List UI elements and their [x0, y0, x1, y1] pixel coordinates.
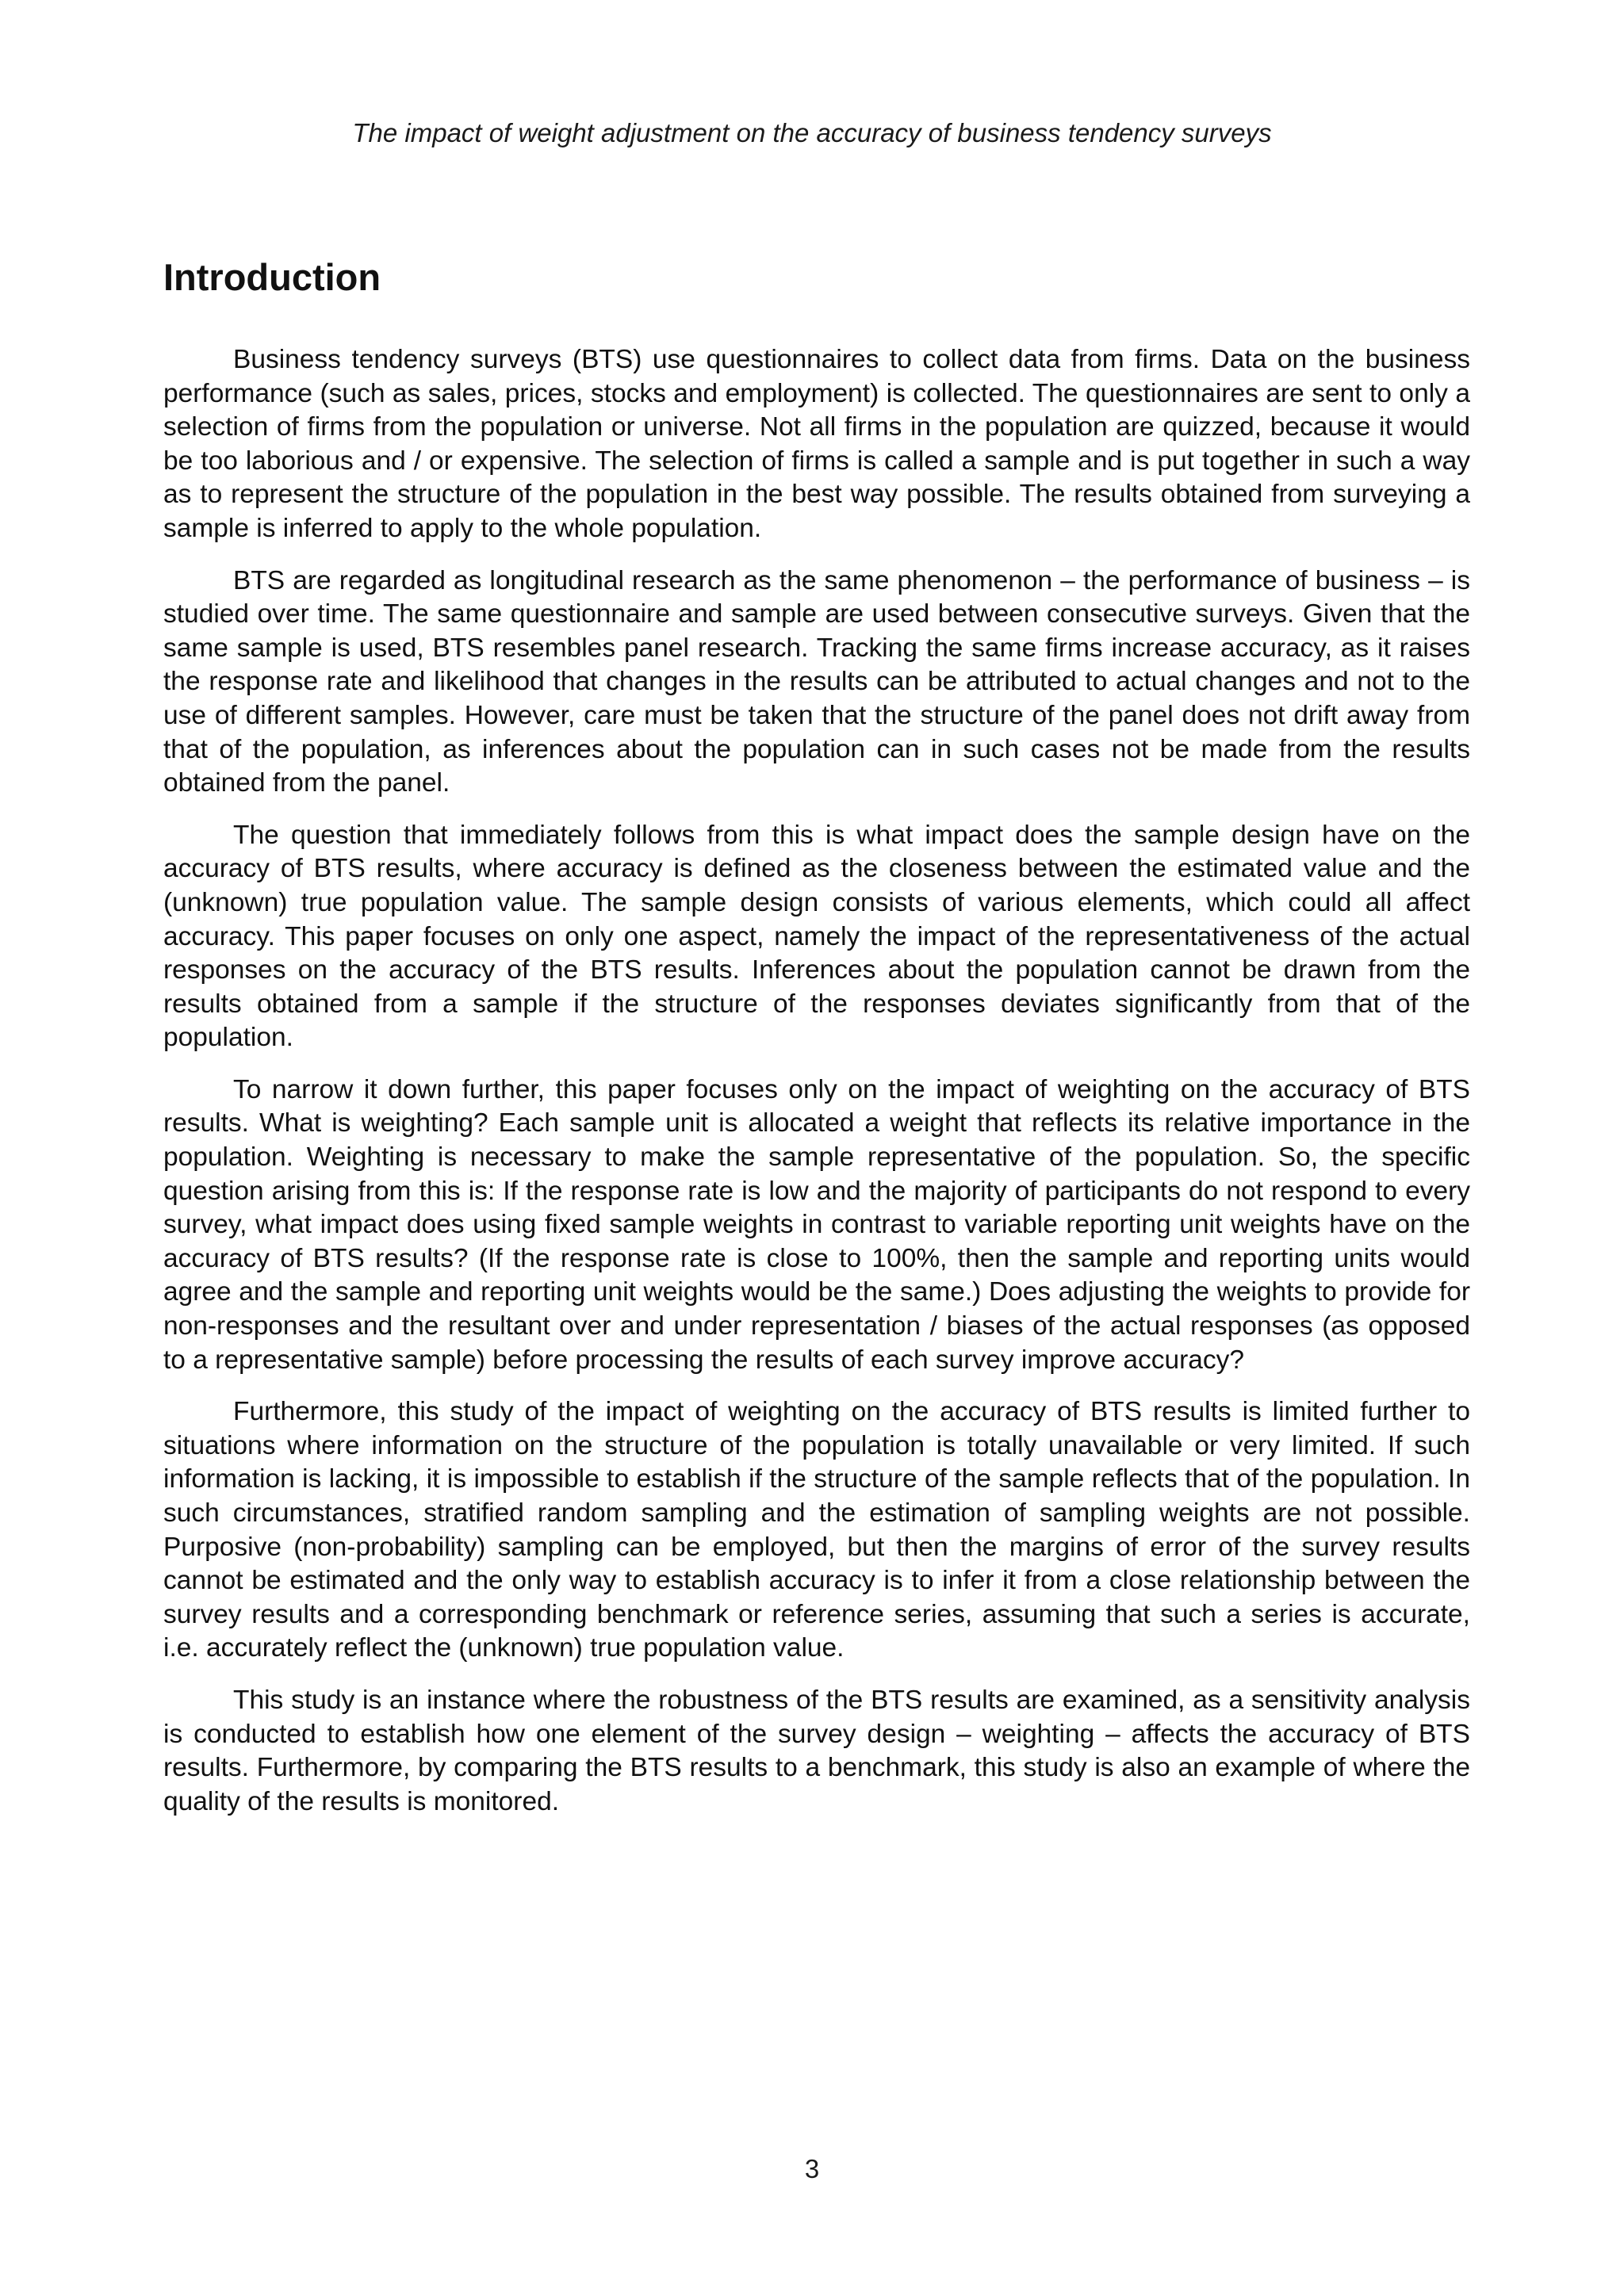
page-number: 3	[804, 2154, 820, 2183]
paragraph-5: Furthermore, this study of the impact of weighting on the accuracy of BTS results is limited further to situations where information on the structure of the population is totally unavailable or very limited. If such information is lacking, it is impossible to establish if the structure of the sample reflects that of the population. In such circumstances, stratified random sampling and the estimation of sampling weights are not possible. Purposive (non-probability) sampling can be employed, but then the margins of error of the survey results cannot be estimated and the only way to establish accuracy is to infer it from a close relationship between the survey results and a corresponding benchmark or reference series, assuming that such a series is accurate, i.e. accurately reflect the (unknown) true population value.	[163, 1397, 1470, 1663]
section-title: Introduction	[163, 256, 381, 298]
paragraph-1: Business tendency surveys (BTS) use questionnaires to collect data from firms. Data on the business performance (such as sales, prices, stocks and employment) is collected. The questionnaires are sent to only a selection of firms from the population or universe. Not all firms in the population are quizzed, because it would be too laborious and / or expensive. The selection of firms is called a sample and is put together in such a way as to represent the structure of the population in the best way possible. The results obtained from surveying a sample is inferred to apply to the whole population.	[163, 345, 1470, 543]
body-text	[163, 343, 1470, 1837]
paragraph-2: BTS are regarded as longitudinal research as the same phenomenon – the performance of business – is studied over time. The same questionnaire and sample are used between consecutive surveys. Given that the same sample is used, BTS resembles panel research. Tracking the same firms increase accuracy, as it raises the response rate and likelihood that changes in the results can be attributed to actual changes and not to the use of different samples. However, care must be taken that the structure of the panel does not drift away from that of the population, as inferences about the population can in such cases not be made from the results obtained from the panel.	[163, 565, 1470, 798]
paragraph-6: This study is an instance where the robustness of the BTS results are examined, as a sensitivity analysis is conducted to establish how one element of the survey design – weighting – affects the accuracy of BTS results. Furthermore, by comparing the BTS results to a benchmark, this study is also an example of where the quality of the results is monitored.	[163, 1685, 1470, 1816]
paragraph-4: To narrow it down further, this paper focuses only on the impact of weighting on the accuracy of BTS results. What is weighting? Each sample unit is allocated a weight that reflects its relative importance in the population. Weighting is necessary to make the sample representative of the population. So, the specific question arising from this is: If the response rate is low and the majority of participants do not respond to every survey, what impact does using fixed sample weights in contrast to variable reporting unit weights have on the accuracy of BTS results? (If the response rate is close to 100%, then the sample and reporting units would agree and the sample and reporting unit weights would be the same.) Does adjusting the weights to provide for non-responses and the resultant over and under representation / biases of the actual responses (as opposed to a representative sample) before processing the results of each survey improve accuracy?	[163, 1074, 1470, 1375]
paragraph-3: The question that immediately follows from this is what impact does the sample design have on the accuracy of BTS results, where accuracy is defined as the closeness between the estimated value and the (unknown) true population value. The sample design consists of various elements, which could all affect accuracy. This paper focuses on only one aspect, namely the impact of the representativeness of the actual responses on the accuracy of the BTS results. Inferences about the population cannot be drawn from the results obtained from a sample if the structure of the responses deviates significantly from that of the population.	[163, 820, 1470, 1053]
running-header: The impact of weight adjustment on the accuracy of business tendency surveys	[352, 118, 1272, 147]
